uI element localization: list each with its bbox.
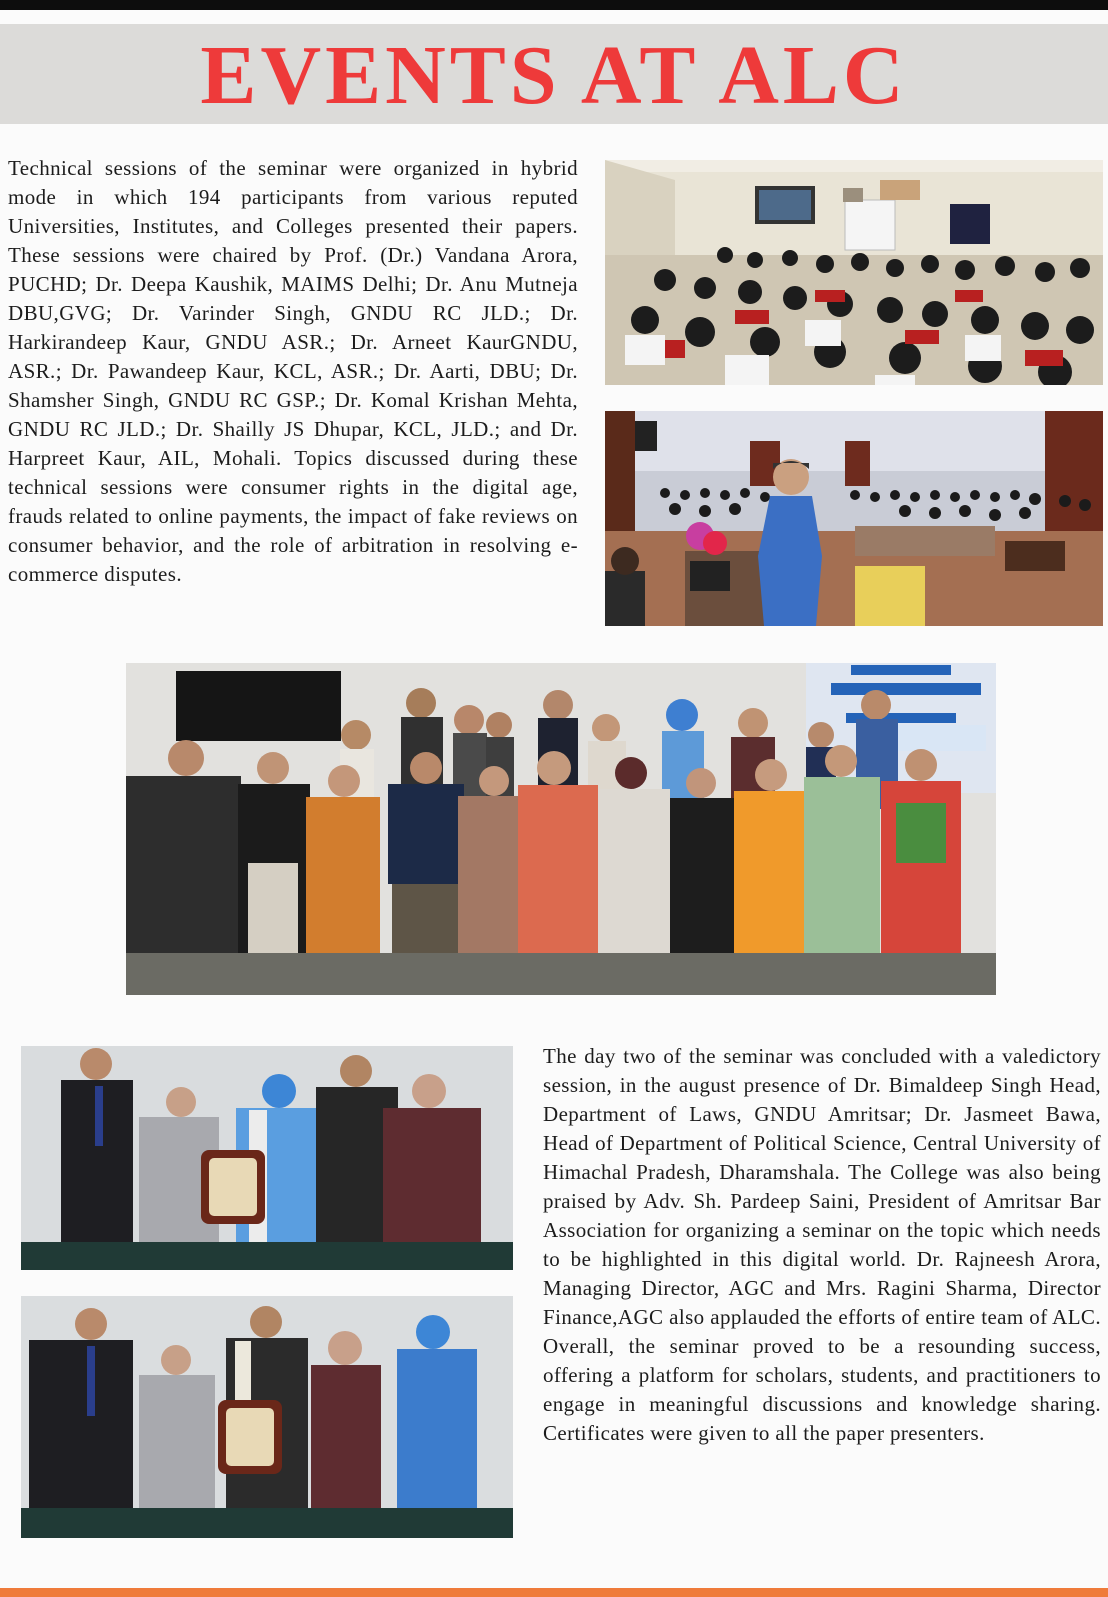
top-border <box>0 0 1108 10</box>
page-title: EVENTS AT ALC <box>200 29 908 122</box>
valedictory-session-paragraph: The day two of the seminar was concluded with a valedictory session, in the august presence of Dr. Bimaldeep Singh Head, Department of Laws, GNDU Amritsar; Dr. Jasmeet Bawa, Head of Department of Political Science, Central University of Himachal Pradesh, Dharamshala. The College was also being praised by Adv. Sh. Pardeep Saini, President of Amritsar Bar Association for organizing a seminar on the topic which needs to be highlighted in this digital world. Dr. Rajneesh Arora, Managing Director, AGC and Mrs. Ragini Sharma, Director Finance,AGC also applauded the efforts of entire team of ALC. Overall, the seminar proved to be a resounding success, offering a platform for scholars, students, and practitioners to engage in meaningful discussions and knowledge sharing. Certificates were given to all the paper presenters. <box>543 1044 1101 1445</box>
auditorium-speaker-photo <box>605 411 1103 626</box>
memento-presentation-photo-1 <box>21 1046 513 1270</box>
classroom-session-photo <box>605 160 1103 385</box>
memento-presentation-photo-2 <box>21 1296 513 1538</box>
group-photo <box>126 663 996 995</box>
technical-sessions-paragraph: Technical sessions of the seminar were organized in hybrid mode in which 194 participants from various reputed Universities, Institutes, and Colleges presented their papers. These sessions were chaired by Prof. (Dr.) Vandana Arora, PUCHD; Dr. Deepa Kaushik, MAIMS Delhi; Dr. Anu Mutneja DBU,GVG; Dr. Varinder Singh, GNDU RC JLD.; Dr. Harkirandeep Kaur, GNDU ASR.; Dr. Arneet KaurGNDU, ASR.; Dr. Pawandeep Kaur, KCL, ASR.; Dr. Aarti, DBU; Dr. Shamsher Singh, GNDU RC GSP.; Dr. Komal Krishan Mehta, GNDU RC JLD.; Dr. Shailly JS Dhupar, KCL, JLD.; and Dr. Harpreet Kaur, AIL, Mohali. Topics discussed during these technical sessions were consumer rights in the digital age, frauds related to online payments, the impact of fake reviews on consumer behavior, and the role of arbitration in resolving e-commerce disputes. <box>8 156 578 586</box>
bottom-accent-bar <box>0 1588 1108 1597</box>
